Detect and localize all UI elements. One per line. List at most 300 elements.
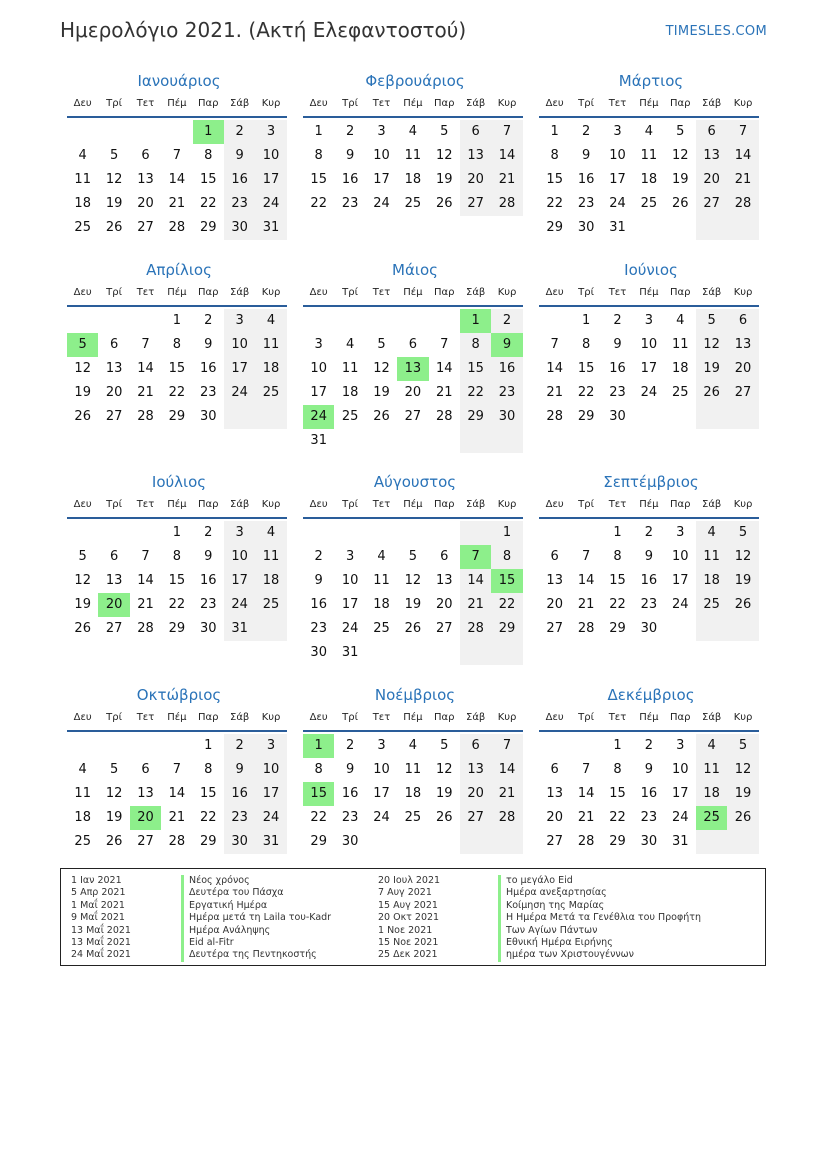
day-cell[interactable]: 9 — [204, 549, 213, 564]
day-cell[interactable]: 27 — [546, 834, 563, 849]
day-cell[interactable]: 7 — [581, 762, 591, 777]
day-cell[interactable]: 24 — [224, 381, 255, 405]
day-cell[interactable]: 24 — [671, 597, 689, 612]
day-cell[interactable]: 24 — [255, 806, 286, 830]
day-cell[interactable]: 28 — [727, 192, 758, 216]
day-cell[interactable]: 17 — [341, 597, 359, 612]
day-cell[interactable]: 14 — [168, 172, 186, 187]
day-cell[interactable]: 5 — [676, 124, 685, 139]
day-cell[interactable]: 18 — [404, 786, 422, 801]
day-cell[interactable]: 12 — [105, 172, 123, 187]
day-cell[interactable]: 30 — [199, 621, 217, 636]
day-cell[interactable]: 15 — [199, 786, 217, 801]
day-cell[interactable]: 10 — [224, 333, 255, 357]
day-cell[interactable]: 5 — [440, 738, 449, 753]
day-cell[interactable]: 17 — [640, 361, 658, 376]
site-link[interactable]: TIMESLES.COM — [665, 24, 767, 39]
day-cell[interactable]: 3 — [224, 309, 255, 333]
day-cell[interactable]: 10 — [373, 762, 390, 777]
day-cell[interactable]: 23 — [224, 806, 255, 830]
day-cell[interactable]: 16 — [224, 168, 255, 192]
day-cell[interactable]: 2 — [613, 313, 622, 328]
day-cell[interactable]: 19 — [727, 782, 758, 806]
day-cell[interactable]: 9 — [644, 549, 653, 564]
day-cell[interactable]: 2 — [314, 549, 323, 564]
day-cell[interactable]: 30 — [224, 830, 255, 854]
day-cell[interactable]: 20 — [105, 385, 123, 400]
day-cell[interactable]: 26 — [74, 409, 91, 424]
day-cell[interactable]: 27 — [105, 409, 123, 424]
holiday-day-cell[interactable]: 5 — [67, 333, 98, 357]
day-cell[interactable]: 13 — [546, 573, 563, 588]
day-cell[interactable]: 3 — [224, 521, 255, 545]
day-cell[interactable]: 28 — [435, 409, 453, 424]
day-cell[interactable]: 22 — [609, 597, 626, 612]
day-cell[interactable]: 10 — [224, 545, 255, 569]
holiday-day-cell[interactable]: 20 — [98, 593, 129, 617]
day-cell[interactable]: 17 — [224, 357, 255, 381]
day-cell[interactable]: 16 — [640, 786, 658, 801]
day-cell[interactable]: 9 — [345, 148, 355, 163]
day-cell[interactable]: 17 — [609, 172, 626, 187]
day-cell[interactable]: 2 — [224, 120, 255, 144]
holiday-day-cell[interactable]: 24 — [303, 405, 334, 429]
day-cell[interactable]: 14 — [435, 361, 453, 376]
day-cell[interactable]: 16 — [310, 597, 327, 612]
day-cell[interactable]: 13 — [137, 786, 154, 801]
day-cell[interactable]: 22 — [168, 385, 186, 400]
day-cell[interactable]: 28 — [491, 806, 522, 830]
day-cell[interactable]: 31 — [224, 617, 255, 641]
day-cell[interactable]: 1 — [613, 738, 622, 753]
day-cell[interactable]: 2 — [581, 124, 591, 139]
day-cell[interactable]: 10 — [373, 148, 390, 163]
day-cell[interactable]: 18 — [373, 597, 390, 612]
day-cell[interactable]: 16 — [640, 573, 658, 588]
day-cell[interactable]: 31 — [310, 433, 327, 448]
day-cell[interactable]: 4 — [696, 734, 727, 758]
day-cell[interactable]: 28 — [460, 617, 491, 641]
day-cell[interactable]: 5 — [408, 549, 417, 564]
day-cell[interactable]: 21 — [168, 196, 186, 211]
day-cell[interactable]: 23 — [491, 381, 522, 405]
day-cell[interactable]: 10 — [609, 148, 626, 163]
day-cell[interactable]: 4 — [696, 521, 727, 545]
day-cell[interactable]: 10 — [341, 573, 359, 588]
day-cell[interactable]: 31 — [609, 220, 626, 235]
day-cell[interactable]: 1 — [491, 521, 522, 545]
day-cell[interactable]: 10 — [671, 549, 689, 564]
day-cell[interactable]: 14 — [137, 573, 154, 588]
day-cell[interactable]: 26 — [727, 806, 758, 830]
day-cell[interactable]: 13 — [105, 361, 123, 376]
day-cell[interactable]: 27 — [460, 192, 491, 216]
day-cell[interactable]: 23 — [224, 192, 255, 216]
day-cell[interactable]: 28 — [137, 409, 154, 424]
day-cell[interactable]: 11 — [255, 333, 286, 357]
day-cell[interactable]: 2 — [224, 734, 255, 758]
day-cell[interactable]: 13 — [435, 573, 453, 588]
day-cell[interactable]: 11 — [341, 361, 359, 376]
day-cell[interactable]: 11 — [74, 172, 91, 187]
day-cell[interactable]: 30 — [577, 220, 595, 235]
day-cell[interactable]: 8 — [460, 333, 491, 357]
day-cell[interactable]: 4 — [676, 313, 685, 328]
day-cell[interactable]: 28 — [577, 621, 595, 636]
day-cell[interactable]: 9 — [644, 762, 653, 777]
day-cell[interactable]: 2 — [204, 313, 213, 328]
day-cell[interactable]: 18 — [696, 569, 727, 593]
day-cell[interactable]: 22 — [460, 381, 491, 405]
day-cell[interactable]: 26 — [404, 621, 422, 636]
day-cell[interactable]: 12 — [373, 361, 390, 376]
day-cell[interactable]: 24 — [224, 593, 255, 617]
day-cell[interactable]: 18 — [640, 172, 658, 187]
day-cell[interactable]: 12 — [727, 545, 758, 569]
day-cell[interactable]: 11 — [255, 545, 286, 569]
day-cell[interactable]: 1 — [613, 525, 622, 540]
day-cell[interactable]: 14 — [491, 144, 522, 168]
day-cell[interactable]: 5 — [727, 734, 758, 758]
day-cell[interactable]: 11 — [640, 148, 658, 163]
day-cell[interactable]: 1 — [172, 313, 181, 328]
day-cell[interactable]: 22 — [546, 196, 563, 211]
day-cell[interactable]: 18 — [74, 196, 91, 211]
day-cell[interactable]: 6 — [109, 337, 119, 352]
day-cell[interactable]: 3 — [377, 738, 386, 753]
day-cell[interactable]: 16 — [199, 573, 217, 588]
day-cell[interactable]: 8 — [550, 148, 559, 163]
day-cell[interactable]: 23 — [199, 597, 217, 612]
day-cell[interactable]: 26 — [671, 196, 689, 211]
day-cell[interactable]: 16 — [341, 172, 359, 187]
day-cell[interactable]: 9 — [613, 337, 622, 352]
day-cell[interactable]: 19 — [671, 172, 689, 187]
day-cell[interactable]: 9 — [204, 337, 213, 352]
day-cell[interactable]: 6 — [460, 120, 491, 144]
day-cell[interactable]: 3 — [676, 738, 685, 753]
day-cell[interactable]: 5 — [109, 148, 119, 163]
day-cell[interactable]: 1 — [172, 525, 181, 540]
day-cell[interactable]: 21 — [137, 597, 154, 612]
day-cell[interactable]: 15 — [310, 172, 327, 187]
day-cell[interactable]: 16 — [577, 172, 595, 187]
day-cell[interactable]: 3 — [255, 120, 286, 144]
day-cell[interactable]: 15 — [168, 361, 186, 376]
day-cell[interactable]: 6 — [440, 549, 449, 564]
day-cell[interactable]: 20 — [460, 782, 491, 806]
day-cell[interactable]: 23 — [199, 385, 217, 400]
day-cell[interactable]: 21 — [727, 168, 758, 192]
day-cell[interactable]: 29 — [609, 834, 626, 849]
day-cell[interactable]: 25 — [255, 593, 286, 617]
day-cell[interactable]: 18 — [74, 810, 91, 825]
day-cell[interactable]: 27 — [460, 806, 491, 830]
day-cell[interactable]: 17 — [255, 782, 286, 806]
day-cell[interactable]: 13 — [105, 573, 123, 588]
day-cell[interactable]: 25 — [74, 220, 91, 235]
day-cell[interactable]: 27 — [435, 621, 453, 636]
day-cell[interactable]: 7 — [141, 549, 150, 564]
day-cell[interactable]: 12 — [435, 762, 453, 777]
day-cell[interactable]: 30 — [199, 409, 217, 424]
day-cell[interactable]: 26 — [435, 196, 453, 211]
day-cell[interactable]: 31 — [341, 645, 359, 660]
day-cell[interactable]: 30 — [640, 621, 658, 636]
day-cell[interactable]: 14 — [137, 361, 154, 376]
day-cell[interactable]: 26 — [105, 220, 123, 235]
day-cell[interactable]: 29 — [168, 409, 186, 424]
day-cell[interactable]: 24 — [609, 196, 626, 211]
day-cell[interactable]: 19 — [727, 569, 758, 593]
day-cell[interactable]: 5 — [440, 124, 449, 139]
day-cell[interactable]: 8 — [314, 148, 323, 163]
day-cell[interactable]: 21 — [577, 597, 595, 612]
day-cell[interactable]: 15 — [199, 172, 217, 187]
day-cell[interactable]: 25 — [341, 409, 359, 424]
day-cell[interactable]: 13 — [727, 333, 758, 357]
day-cell[interactable]: 16 — [341, 786, 359, 801]
day-cell[interactable]: 13 — [696, 144, 727, 168]
day-cell[interactable]: 8 — [491, 545, 522, 569]
day-cell[interactable]: 14 — [546, 361, 563, 376]
day-cell[interactable]: 29 — [460, 405, 491, 429]
day-cell[interactable]: 29 — [168, 621, 186, 636]
day-cell[interactable]: 19 — [435, 786, 453, 801]
day-cell[interactable]: 25 — [640, 196, 658, 211]
day-cell[interactable]: 4 — [255, 309, 286, 333]
day-cell[interactable]: 13 — [137, 172, 154, 187]
day-cell[interactable]: 25 — [404, 196, 422, 211]
day-cell[interactable]: 24 — [373, 196, 390, 211]
day-cell[interactable]: 23 — [341, 810, 359, 825]
day-cell[interactable]: 8 — [314, 762, 323, 777]
day-cell[interactable]: 22 — [577, 385, 595, 400]
day-cell[interactable]: 21 — [546, 385, 563, 400]
day-cell[interactable]: 7 — [550, 337, 559, 352]
day-cell[interactable]: 9 — [581, 148, 591, 163]
day-cell[interactable]: 19 — [373, 385, 390, 400]
day-cell[interactable]: 11 — [671, 337, 689, 352]
day-cell[interactable]: 1 — [314, 124, 323, 139]
day-cell[interactable]: 10 — [640, 337, 658, 352]
day-cell[interactable]: 3 — [377, 124, 386, 139]
day-cell[interactable]: 7 — [141, 337, 150, 352]
day-cell[interactable]: 3 — [644, 313, 653, 328]
day-cell[interactable]: 17 — [373, 172, 390, 187]
day-cell[interactable]: 14 — [577, 573, 595, 588]
day-cell[interactable]: 21 — [168, 810, 186, 825]
day-cell[interactable]: 4 — [408, 738, 417, 753]
day-cell[interactable]: 8 — [172, 549, 181, 564]
day-cell[interactable]: 24 — [640, 385, 658, 400]
day-cell[interactable]: 26 — [373, 409, 390, 424]
day-cell[interactable]: 7 — [440, 337, 449, 352]
day-cell[interactable]: 29 — [310, 834, 327, 849]
day-cell[interactable]: 20 — [435, 597, 453, 612]
holiday-day-cell[interactable]: 7 — [460, 545, 491, 569]
day-cell[interactable]: 13 — [546, 786, 563, 801]
day-cell[interactable]: 11 — [696, 545, 727, 569]
day-cell[interactable]: 16 — [491, 357, 522, 381]
day-cell[interactable]: 30 — [640, 834, 658, 849]
day-cell[interactable]: 5 — [109, 762, 119, 777]
day-cell[interactable]: 8 — [172, 337, 181, 352]
day-cell[interactable]: 18 — [341, 385, 359, 400]
day-cell[interactable]: 27 — [696, 192, 727, 216]
day-cell[interactable]: 6 — [141, 762, 150, 777]
day-cell[interactable]: 30 — [224, 216, 255, 240]
day-cell[interactable]: 14 — [460, 569, 491, 593]
day-cell[interactable]: 11 — [404, 762, 422, 777]
day-cell[interactable]: 8 — [613, 549, 622, 564]
day-cell[interactable]: 4 — [78, 148, 87, 163]
day-cell[interactable]: 26 — [74, 621, 91, 636]
day-cell[interactable]: 30 — [341, 834, 359, 849]
day-cell[interactable]: 12 — [74, 573, 91, 588]
day-cell[interactable]: 22 — [609, 810, 626, 825]
day-cell[interactable]: 15 — [609, 786, 626, 801]
day-cell[interactable]: 21 — [137, 385, 154, 400]
day-cell[interactable]: 11 — [373, 573, 390, 588]
day-cell[interactable]: 12 — [727, 758, 758, 782]
day-cell[interactable]: 20 — [137, 196, 154, 211]
day-cell[interactable]: 4 — [345, 337, 355, 352]
day-cell[interactable]: 28 — [168, 220, 186, 235]
day-cell[interactable]: 17 — [373, 786, 390, 801]
day-cell[interactable]: 5 — [78, 549, 87, 564]
day-cell[interactable]: 13 — [460, 144, 491, 168]
day-cell[interactable]: 27 — [404, 409, 422, 424]
day-cell[interactable]: 19 — [696, 357, 727, 381]
day-cell[interactable]: 17 — [224, 569, 255, 593]
day-cell[interactable]: 9 — [345, 762, 355, 777]
day-cell[interactable]: 22 — [491, 593, 522, 617]
holiday-day-cell[interactable]: 15 — [491, 569, 522, 593]
day-cell[interactable]: 4 — [408, 124, 417, 139]
day-cell[interactable]: 10 — [671, 762, 689, 777]
day-cell[interactable]: 26 — [435, 810, 453, 825]
day-cell[interactable]: 8 — [581, 337, 591, 352]
day-cell[interactable]: 18 — [696, 782, 727, 806]
day-cell[interactable]: 18 — [255, 569, 286, 593]
day-cell[interactable]: 6 — [109, 549, 119, 564]
day-cell[interactable]: 30 — [310, 645, 327, 660]
day-cell[interactable]: 21 — [491, 782, 522, 806]
day-cell[interactable]: 10 — [310, 361, 327, 376]
day-cell[interactable]: 22 — [199, 196, 217, 211]
day-cell[interactable]: 3 — [255, 734, 286, 758]
day-cell[interactable]: 30 — [491, 405, 522, 429]
day-cell[interactable]: 1 — [204, 738, 213, 753]
day-cell[interactable]: 8 — [613, 762, 622, 777]
holiday-day-cell[interactable]: 13 — [397, 357, 428, 381]
day-cell[interactable]: 28 — [491, 192, 522, 216]
day-cell[interactable]: 28 — [546, 409, 563, 424]
day-cell[interactable]: 12 — [74, 361, 91, 376]
day-cell[interactable]: 6 — [696, 120, 727, 144]
day-cell[interactable]: 21 — [460, 593, 491, 617]
day-cell[interactable]: 25 — [404, 810, 422, 825]
day-cell[interactable]: 10 — [255, 758, 286, 782]
day-cell[interactable]: 15 — [168, 573, 186, 588]
day-cell[interactable]: 12 — [696, 333, 727, 357]
day-cell[interactable]: 18 — [404, 172, 422, 187]
day-cell[interactable]: 17 — [310, 385, 327, 400]
day-cell[interactable]: 20 — [546, 597, 563, 612]
day-cell[interactable]: 29 — [546, 220, 563, 235]
day-cell[interactable]: 19 — [435, 172, 453, 187]
day-cell[interactable]: 26 — [105, 834, 123, 849]
day-cell[interactable]: 24 — [255, 192, 286, 216]
day-cell[interactable]: 16 — [224, 782, 255, 806]
day-cell[interactable]: 7 — [491, 734, 522, 758]
day-cell[interactable]: 29 — [199, 834, 217, 849]
day-cell[interactable]: 20 — [727, 357, 758, 381]
day-cell[interactable]: 7 — [172, 148, 181, 163]
day-cell[interactable]: 6 — [408, 337, 417, 352]
day-cell[interactable]: 19 — [105, 196, 123, 211]
day-cell[interactable]: 21 — [577, 810, 595, 825]
day-cell[interactable]: 18 — [671, 361, 689, 376]
day-cell[interactable]: 6 — [460, 734, 491, 758]
day-cell[interactable]: 26 — [696, 381, 727, 405]
day-cell[interactable]: 7 — [491, 120, 522, 144]
day-cell[interactable]: 9 — [314, 573, 323, 588]
day-cell[interactable]: 20 — [460, 168, 491, 192]
day-cell[interactable]: 5 — [727, 521, 758, 545]
day-cell[interactable]: 27 — [137, 834, 154, 849]
day-cell[interactable]: 25 — [255, 381, 286, 405]
day-cell[interactable]: 11 — [696, 758, 727, 782]
day-cell[interactable]: 7 — [581, 549, 591, 564]
day-cell[interactable]: 23 — [341, 196, 359, 211]
day-cell[interactable]: 12 — [105, 786, 123, 801]
day-cell[interactable]: 18 — [255, 357, 286, 381]
day-cell[interactable]: 29 — [491, 617, 522, 641]
day-cell[interactable]: 25 — [373, 621, 390, 636]
day-cell[interactable]: 6 — [550, 762, 559, 777]
day-cell[interactable]: 15 — [546, 172, 563, 187]
day-cell[interactable]: 29 — [199, 220, 217, 235]
day-cell[interactable]: 19 — [105, 810, 123, 825]
day-cell[interactable]: 21 — [491, 168, 522, 192]
day-cell[interactable]: 30 — [609, 409, 626, 424]
day-cell[interactable]: 2 — [345, 124, 355, 139]
day-cell[interactable]: 10 — [255, 144, 286, 168]
day-cell[interactable]: 28 — [137, 621, 154, 636]
day-cell[interactable]: 12 — [435, 148, 453, 163]
day-cell[interactable]: 9 — [224, 144, 255, 168]
day-cell[interactable]: 16 — [199, 361, 217, 376]
day-cell[interactable]: 6 — [141, 148, 150, 163]
day-cell[interactable]: 6 — [550, 549, 559, 564]
day-cell[interactable]: 23 — [640, 597, 658, 612]
day-cell[interactable]: 27 — [137, 220, 154, 235]
day-cell[interactable]: 19 — [74, 385, 91, 400]
day-cell[interactable]: 4 — [255, 521, 286, 545]
day-cell[interactable]: 8 — [204, 148, 213, 163]
day-cell[interactable]: 19 — [74, 597, 91, 612]
day-cell[interactable]: 14 — [727, 144, 758, 168]
day-cell[interactable]: 3 — [676, 525, 685, 540]
day-cell[interactable]: 14 — [491, 758, 522, 782]
day-cell[interactable]: 1 — [581, 313, 591, 328]
day-cell[interactable]: 27 — [546, 621, 563, 636]
holiday-day-cell[interactable]: 20 — [130, 806, 161, 830]
day-cell[interactable]: 28 — [168, 834, 186, 849]
day-cell[interactable]: 22 — [310, 196, 327, 211]
